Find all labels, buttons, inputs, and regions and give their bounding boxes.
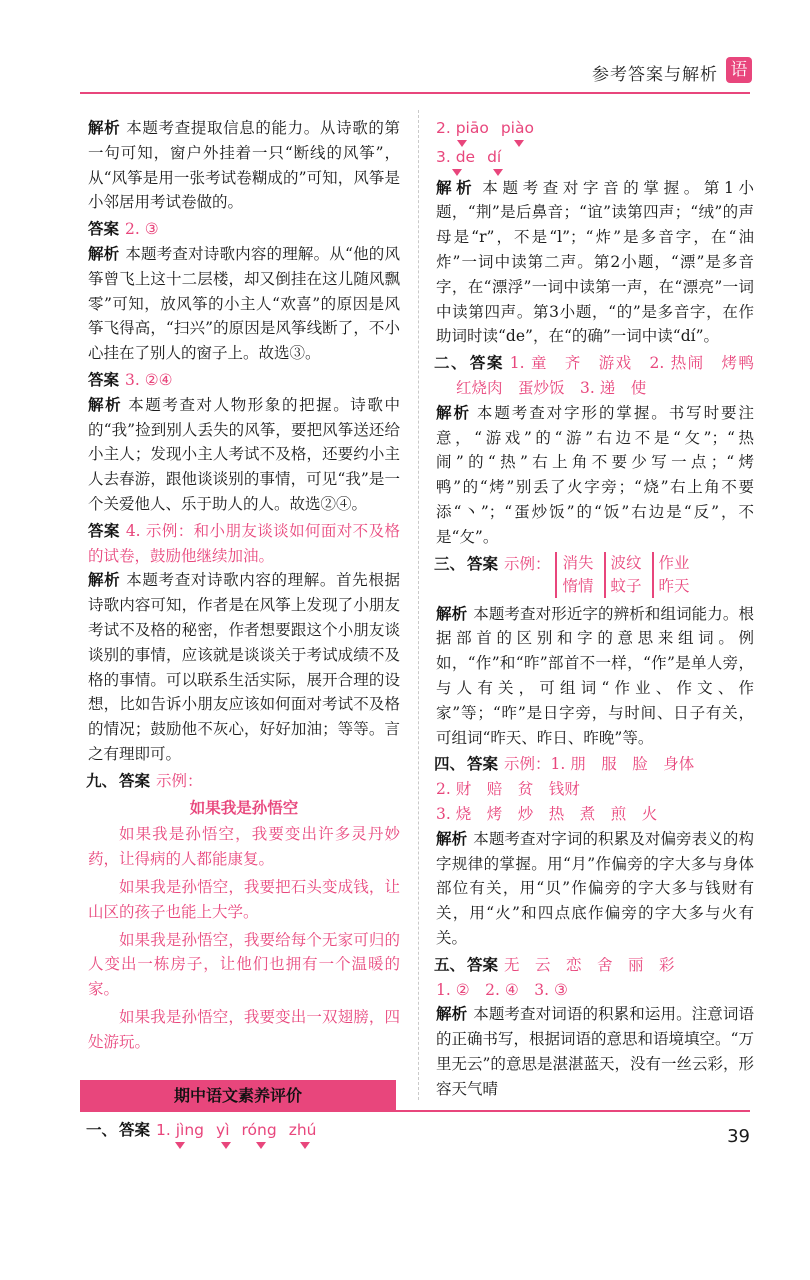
answer-label: 答案: [88, 520, 120, 540]
word: 蚊子: [610, 576, 642, 595]
answer-label: 答案: [467, 954, 499, 974]
word: 作业: [658, 553, 690, 572]
answer-label: 答案: [88, 369, 120, 389]
analysis-label: 解析: [88, 243, 120, 263]
right-column: [434, 116, 770, 1101]
analysis-label: 解析: [88, 570, 121, 590]
pinyin-item: róng: [242, 1118, 277, 1143]
section-number: 二、: [434, 353, 468, 373]
answer-text: 1. 童 齐 游戏 2. 热闹 烤鸭 红烧肉 蛋炒饭 3. 递 使: [456, 354, 770, 397]
word: 昨天: [658, 576, 690, 595]
pinyin-item: zhú: [289, 1118, 317, 1143]
analysis-text: 本题考查对诗歌内容的理解。从“他的风筝曾飞上这十二层楼，却又倒挂在这儿随风飘零”可知，放风筝的小主人“欢喜”的原因是风筝飞得高，“扫兴”的原因是风筝线断了，不小心挂在了别人的窗子上。故选③。: [88, 244, 400, 363]
page-number: 39: [727, 1126, 750, 1147]
answer-label: 答案: [119, 770, 151, 790]
pinyin-item: 2. piāo: [436, 116, 489, 141]
analysis-label: 解析: [436, 828, 468, 848]
analysis-text: 本题考查对形近字的辨析和组词能力。根据部首的区别和字的意思来组词。例如，“作”和“昨”部首不一样，“作”是单人旁，与人有关，可组词“作业、作文、作家”等；“昨”是日字旁，与时间、日子有关，可组词“昨天、昨日、昨晚”等。: [436, 604, 754, 747]
analysis-label: 解析: [436, 1004, 468, 1024]
pinyin-item: dí: [487, 145, 501, 170]
pinyin-item: piào: [501, 116, 534, 141]
analysis-label: 解析: [436, 603, 468, 623]
analysis-text: 本题考查对字音的掌握。第1小题，“荆”是后鼻音；“谊”读第四声；“绒”的声母是“r”，不是“l”；“炸”是多音字，在“油炸”一词中读第二声。第2小题，“漂”是多音字，在“漂浮”一词中读第一声，在“漂亮”一词中读第四声。第3小题，“的”是多音字，在作助词时读“de”，在“的确”一词中读“dí”。: [436, 178, 754, 346]
column-divider: [418, 110, 420, 1100]
essay: [88, 822, 400, 1054]
analysis-label: 解析: [88, 394, 123, 414]
answer-label: 答案: [469, 353, 504, 373]
answer-label: 答案: [88, 219, 120, 239]
answer-text: 3. 烧 烤 炒 热 煮 煎 火: [436, 804, 658, 823]
answer-text: 3. ②④: [125, 370, 173, 389]
answer-label: 答案: [467, 553, 499, 573]
word: 惰情: [562, 576, 594, 595]
section-number: 九、: [86, 770, 118, 790]
section-number: 四、: [434, 754, 466, 774]
answer-label: 答案: [467, 754, 499, 774]
analysis-text: 本题考查对词语的积累和运用。注意词语的正确书写，根据词语的意思和语境填空。“万里无云”的意思是湛湛蓝天，没有一丝云彩，形容天气晴: [436, 1005, 754, 1098]
essay-title: 如果我是孙悟空: [189, 798, 299, 817]
pinyin-item: 1. jìng: [156, 1118, 204, 1143]
word-pair-box: [652, 552, 690, 598]
answer-text: 1. ② 2. ④ 3. ③: [436, 980, 568, 999]
answer-text: 2. ③: [125, 220, 159, 239]
analysis-text: 本题考查对字词的积累及对偏旁表义的构字规律的掌握。用“月”作偏旁的字大多与身体部位有关，用“贝”作偏旁的字大多与钱财有关，用“火”和四点底作偏旁的字大多与火有关。: [436, 829, 754, 947]
pinyin-answers: [436, 116, 754, 141]
answer-text: 示例：1. 朋 服 脸 身体: [504, 755, 695, 774]
section-banner: 期中语文素养评价: [80, 1080, 396, 1112]
example-label: 示例：: [504, 554, 551, 573]
word: 消失: [562, 553, 594, 572]
bottom-rule: [80, 1110, 750, 1112]
top-rule: [80, 92, 750, 94]
analysis-text: 本题考查对字形的掌握。书写时要注意，“游戏”的“游”右边不是“攵”；“热闹”的“热”右上角不要少写一点；“烤鸭”的“烤”别丢了火字旁；“烧”右上角不要添“丶”；“蛋炒饭”的“饭”右边是“反”，不是“攵”。: [436, 403, 754, 546]
essay-paragraph: 如果我是孙悟空，我要变出许多灵丹妙药，让得病的人都能康复。: [88, 825, 400, 869]
answer-text: 无 云 恋 舍 丽 彩: [504, 955, 675, 974]
section-number: 一、: [86, 1120, 118, 1140]
pinyin-item: 3. de: [436, 145, 475, 170]
analysis-text: 本题考查提取信息的能力。从诗歌的第一句可知，窗户外挂着一只“断线的风筝”，从“风筝是用一张考试卷糊成的”可知，风筝是小邻居用考试卷做的。: [88, 119, 400, 212]
word-pair-box: [555, 552, 593, 598]
word: 波纹: [610, 553, 642, 572]
subject-badge: 语: [726, 57, 752, 83]
section-number: 五、: [434, 954, 466, 974]
word-pairs: [555, 552, 689, 598]
essay-paragraph: 如果我是孙悟空，我要变出一双翅膀，四处游玩。: [88, 1007, 400, 1051]
word-pair-box: [604, 552, 642, 598]
pinyin-item: yì: [216, 1118, 229, 1143]
left-column: [88, 116, 400, 1143]
analysis-label: 解析: [436, 177, 477, 197]
analysis-text: 本题考查对人物形象的把握。诗歌中的“我”捡到别人丢失的风筝，要把风筝送还给小主人；发现小主人考试不及格，还要约小主人去春游，跟他谈谈别的事情，可见“我”是一个关爱他人、乐于助人的人。故选②④。: [88, 395, 400, 513]
example-label: 示例：: [156, 771, 203, 790]
pinyin-answers: [156, 1121, 328, 1139]
answer-label: 答案: [119, 1120, 151, 1140]
analysis-label: 解析: [88, 118, 121, 137]
pinyin-answers: [436, 145, 754, 170]
answer-text: 4. 示例：和小朋友谈谈如何面对不及格的试卷，鼓励他继续加油。: [88, 521, 400, 565]
essay-paragraph: 如果我是孙悟空，我要给每个无家可归的人变出一栋房子，让他们也拥有一个温暖的家。: [88, 930, 400, 999]
header-title: 参考答案与解析: [592, 65, 718, 85]
answer-text: 2. 财 赔 贫 钱财: [436, 780, 580, 799]
section-number: 三、: [434, 553, 466, 573]
essay-paragraph: 如果我是孙悟空，我要把石头变成钱，让山区的孩子也能上大学。: [88, 877, 400, 921]
analysis-text: 本题考查对诗歌内容的理解。首先根据诗歌内容可知，作者是在风筝上发现了小朋友考试不及格的秘密，作者想要跟这个小朋友谈谈别的事情，应该就是谈谈关于考试成绩不及格的事情。可以联系生活实际，展开合理的设想，比如告诉小朋友应该如何面对考试不及格的情况；鼓励他不灰心，好好加油；等等。言之有理即可。: [88, 571, 400, 763]
analysis-label: 解析: [436, 402, 471, 422]
